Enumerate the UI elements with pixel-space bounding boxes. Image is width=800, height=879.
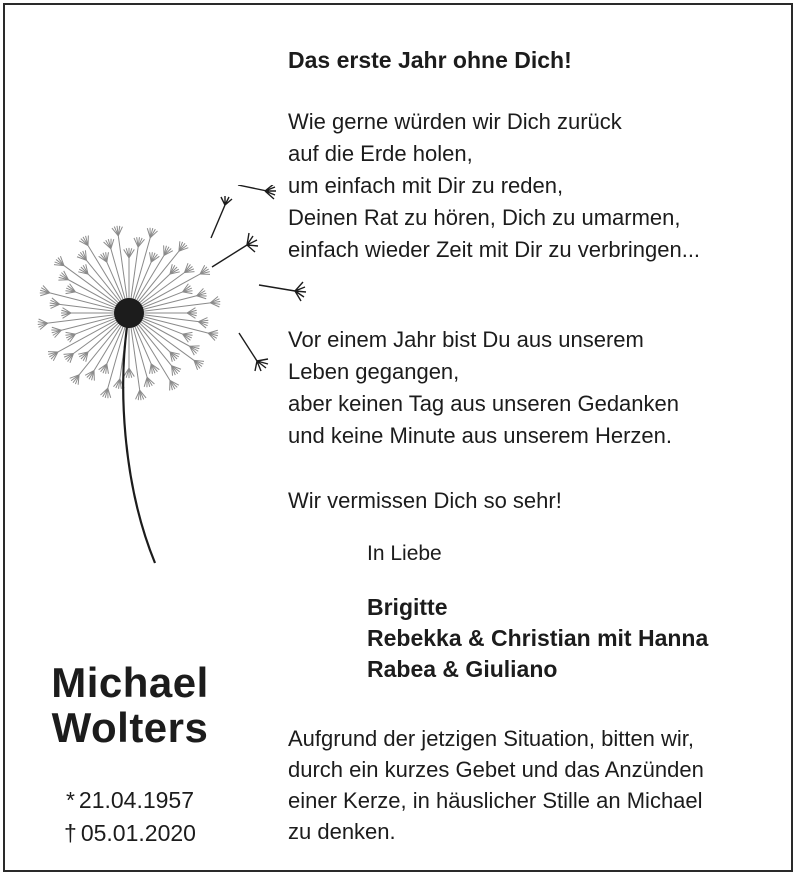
death-cross-icon: † xyxy=(64,820,77,846)
mourners-list xyxy=(367,592,708,685)
notice-line: Aufgrund der jetzigen Situation, bitten wir, xyxy=(288,726,695,751)
signoff: In Liebe xyxy=(367,542,442,565)
deceased-last-name: Wolters xyxy=(51,704,209,751)
mourner-name: Rebekka & Christian mit Hanna xyxy=(367,625,709,651)
page-title: Das erste Jahr ohne Dich! xyxy=(288,47,572,73)
birth-date: 21.04.1957 xyxy=(78,787,195,813)
life-dates xyxy=(35,784,225,850)
poem-line: Deinen Rat zu hören, Dich zu umarmen, xyxy=(288,205,681,230)
poem-stanza-1 xyxy=(288,106,700,266)
poem-line: und keine Minute aus unserem Herzen. xyxy=(288,423,672,448)
obituary-frame xyxy=(3,3,793,872)
poem-line: Wir vermissen Dich so sehr! xyxy=(288,488,562,513)
notice-line: durch ein kurzes Gebet und das Anzünden xyxy=(288,757,704,782)
dandelion-icon xyxy=(35,185,315,575)
mourner-name: Rabea & Giuliano xyxy=(367,656,558,682)
birth-star-icon: * xyxy=(65,787,75,813)
memorial-notice xyxy=(288,723,704,847)
poem-line: um einfach mit Dir zu reden, xyxy=(288,173,564,198)
mourner-name: Brigitte xyxy=(367,594,448,620)
poem-stanza-2 xyxy=(288,324,679,452)
poem-line: Vor einem Jahr bist Du aus unserem xyxy=(288,327,644,352)
deceased-block xyxy=(35,660,225,850)
notice-line: einer Kerze, in häuslicher Stille an Michael xyxy=(288,788,703,813)
death-date-line xyxy=(35,817,225,850)
poem-line: Wie gerne würden wir Dich zurück xyxy=(288,109,622,134)
poem-line: auf die Erde holen, xyxy=(288,141,473,166)
deceased-first-name: Michael xyxy=(51,659,209,706)
poem-line: einfach wieder Zeit mit Dir zu verbringen... xyxy=(288,237,701,262)
notice-line: zu denken. xyxy=(288,819,396,844)
poem-line: Leben gegangen, xyxy=(288,359,460,384)
birth-date-line xyxy=(35,784,225,817)
death-date: 05.01.2020 xyxy=(80,820,196,846)
poem-stanza-3 xyxy=(288,485,562,517)
poem-line: aber keinen Tag aus unseren Gedanken xyxy=(288,391,679,416)
